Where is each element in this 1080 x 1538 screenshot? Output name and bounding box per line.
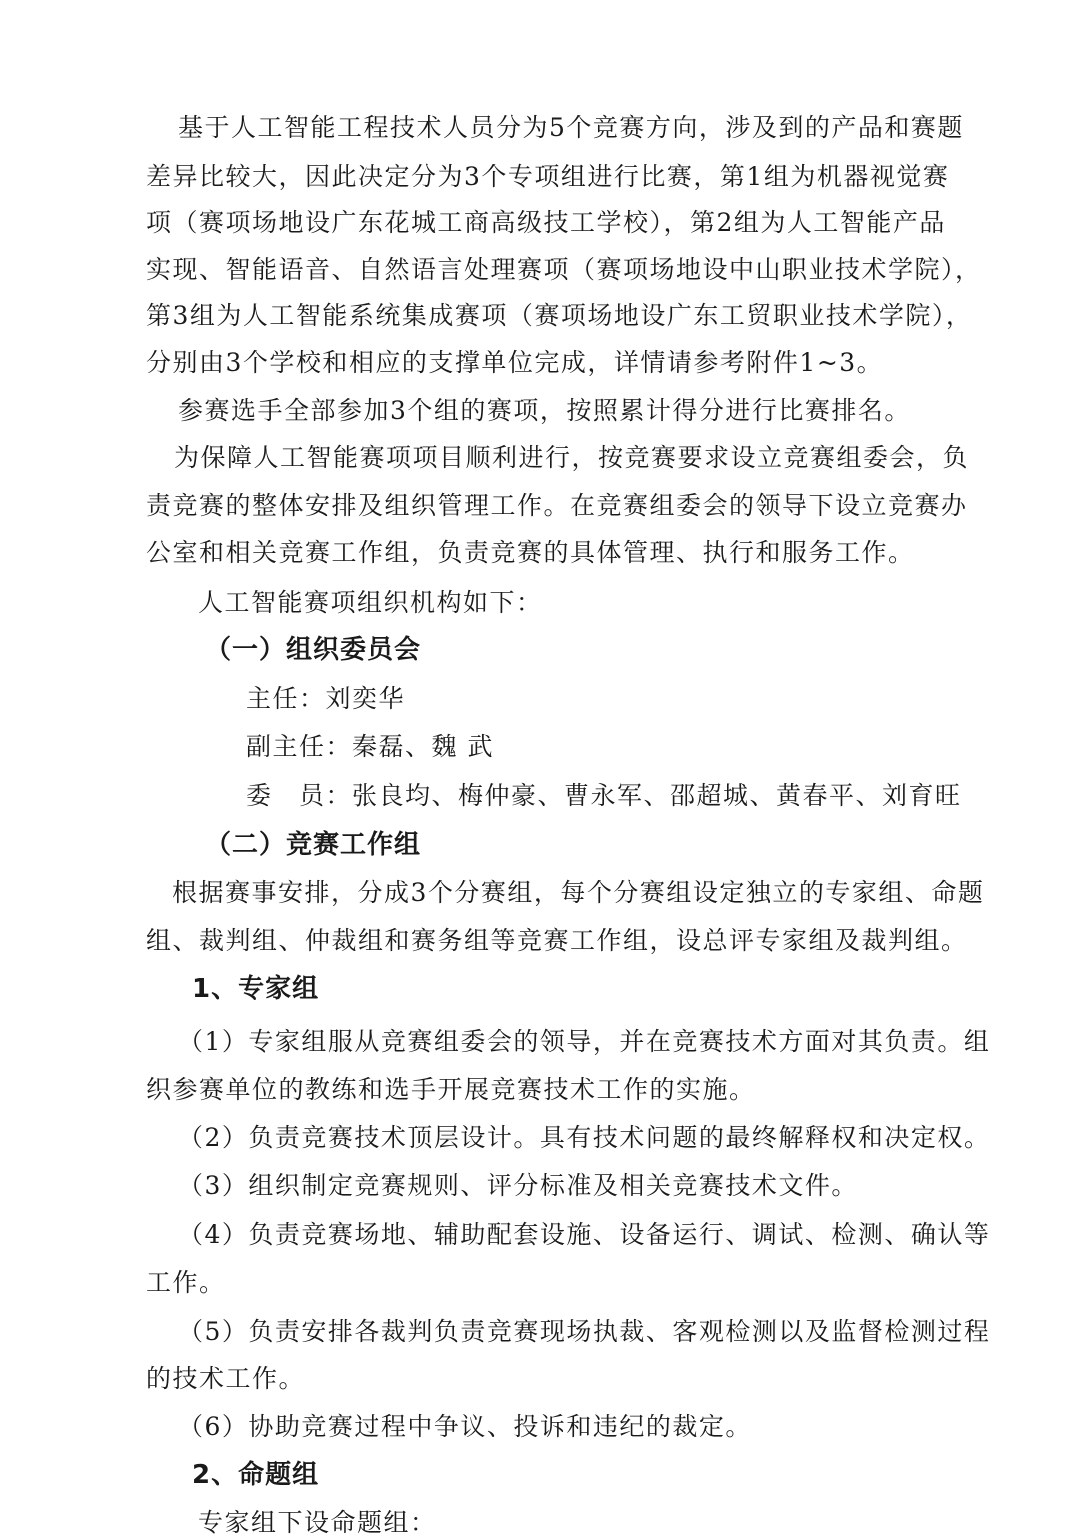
text-line: 工作。: [146, 1268, 226, 1297]
section-heading: 1、专家组: [192, 974, 320, 1004]
text-line: 组、裁判组、仲裁组和赛务组等竞赛工作组，设总评专家组及裁判组。: [146, 926, 968, 955]
text-line: 为保障人工智能赛项项目顺利进行，按竞赛要求设立竞赛组委会，负: [174, 443, 970, 472]
text-line: 项（赛项场地设广东花城工商高级技工学校），第2组为人工智能产品: [146, 208, 946, 237]
text-line: 人工智能赛项组织机构如下：: [198, 588, 543, 617]
text-line: 根据赛事安排，分成3个分赛组，每个分赛组设定独立的专家组、命题: [172, 878, 985, 907]
text-line: （4）负责竞赛场地、辅助配套设施、设备运行、调试、检测、确认等: [178, 1220, 991, 1249]
text-line: （5）负责安排各裁判负责竞赛现场执裁、客观检测以及监督检测过程: [178, 1317, 991, 1346]
text-line: 责竞赛的整体安排及组织管理工作。在竞赛组委会的领导下设立竞赛办: [146, 491, 968, 520]
text-line: 基于人工智能工程技术人员分为5个竞赛方向，涉及到的产品和赛题: [178, 113, 964, 142]
section-heading: （二）竞赛工作组: [205, 830, 422, 860]
text-line: 第3组为人工智能系统集成赛项（赛项场地设广东工贸职业技术学院），: [146, 301, 973, 330]
text-line: 专家组下设命题组：: [198, 1508, 437, 1537]
text-line: 实现、智能语音、自然语言处理赛项（赛项场地设中山职业技术学院），: [146, 255, 982, 284]
text-line: 的技术工作。: [146, 1364, 306, 1393]
text-line: （2）负责竞赛技术顶层设计。具有技术问题的最终解释权和决定权。: [178, 1123, 991, 1152]
text-line: （6）协助竞赛过程中争议、投诉和违纪的裁定。: [178, 1412, 752, 1441]
section-heading: （一）组织委员会: [205, 635, 422, 665]
text-line: 织参赛单位的教练和选手开展竞赛技术工作的实施。: [146, 1075, 756, 1104]
section-heading: 2、命题组: [192, 1460, 320, 1490]
text-line: （3）组织制定竞赛规则、评分标准及相关竞赛技术文件。: [178, 1171, 858, 1200]
text-line: 差异比较大，因此决定分为3个专项组进行比赛，第1组为机器视觉赛: [146, 162, 950, 191]
text-line: 分别由3个学校和相应的支撑单位完成，详情请参考附件1~3。: [146, 348, 884, 377]
text-line: 副主任：秦磊、魏 武: [246, 732, 494, 761]
text-line: （1）专家组服从竞赛组委会的领导，并在竞赛技术方面对其负责。组: [178, 1027, 991, 1056]
text-line: 公室和相关竞赛工作组，负责竞赛的具体管理、执行和服务工作。: [146, 538, 915, 567]
text-line: 参赛选手全部参加3个组的赛项，按照累计得分进行比赛排名。: [178, 396, 911, 425]
text-line: 委 员：张良均、梅仲豪、曹永军、邵超城、黄春平、刘育旺: [246, 781, 962, 810]
text-line: 主任：刘奕华: [246, 684, 406, 713]
